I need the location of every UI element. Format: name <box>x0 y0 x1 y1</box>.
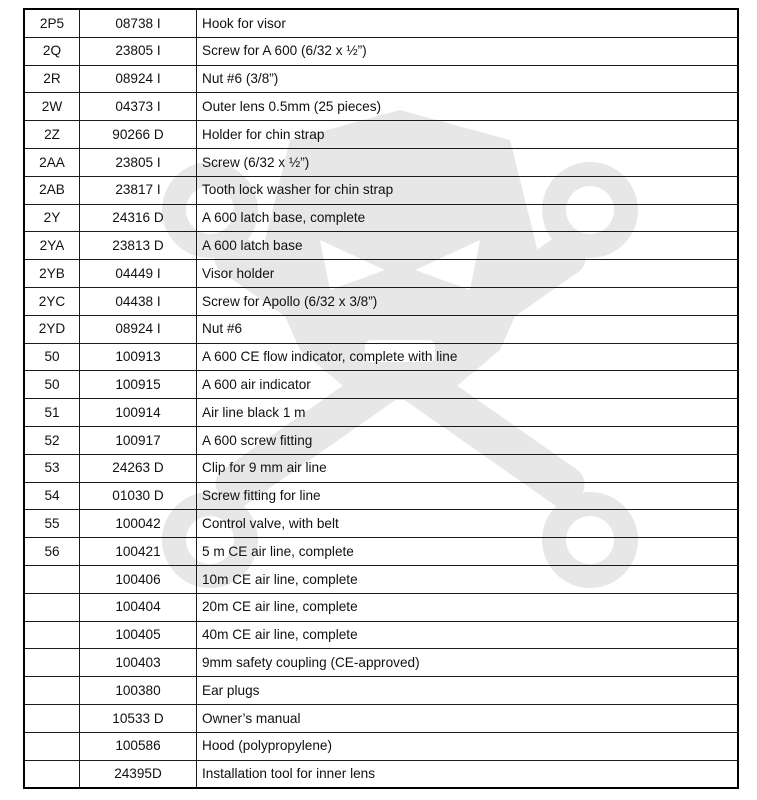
part-number-cell: 23805 I <box>80 148 197 176</box>
description-cell: Holder for chin strap <box>197 121 739 149</box>
description-cell: Screw (6/32 x ½”) <box>197 148 739 176</box>
table-row <box>24 732 738 760</box>
position-cell <box>24 677 80 705</box>
table-row <box>24 260 738 288</box>
position-cell: 50 <box>24 371 80 399</box>
position-cell: 50 <box>24 343 80 371</box>
position-cell <box>24 704 80 732</box>
part-number-cell: 100917 <box>80 426 197 454</box>
table-row <box>24 121 738 149</box>
position-cell: 2YA <box>24 232 80 260</box>
part-number-cell: 100405 <box>80 621 197 649</box>
position-cell: 2Y <box>24 204 80 232</box>
table-row <box>24 176 738 204</box>
part-number-cell: 08924 I <box>80 65 197 93</box>
table-row <box>24 426 738 454</box>
description-cell: A 600 latch base <box>197 232 739 260</box>
table-row <box>24 93 738 121</box>
part-number-cell: 90266 D <box>80 121 197 149</box>
part-number-cell: 04449 I <box>80 260 197 288</box>
description-cell: Ear plugs <box>197 677 739 705</box>
position-cell: 2P5 <box>24 9 80 37</box>
part-number-cell: 24263 D <box>80 454 197 482</box>
part-number-cell: 100406 <box>80 565 197 593</box>
part-number-cell: 100404 <box>80 593 197 621</box>
description-cell: A 600 latch base, complete <box>197 204 739 232</box>
position-cell: 54 <box>24 482 80 510</box>
table-row <box>24 148 738 176</box>
table-row <box>24 677 738 705</box>
table-row <box>24 593 738 621</box>
table-row <box>24 510 738 538</box>
table-row <box>24 65 738 93</box>
position-cell: 2R <box>24 65 80 93</box>
position-cell: 2YD <box>24 315 80 343</box>
description-cell: Control valve, with belt <box>197 510 739 538</box>
part-number-cell: 100586 <box>80 732 197 760</box>
description-cell: 9mm safety coupling (CE-approved) <box>197 649 739 677</box>
description-cell: A 600 CE flow indicator, complete with line <box>197 343 739 371</box>
description-cell: Screw for Apollo (6/32 x 3/8”) <box>197 287 739 315</box>
table-row <box>24 538 738 566</box>
description-cell: Hook for visor <box>197 9 739 37</box>
position-cell <box>24 732 80 760</box>
position-cell <box>24 593 80 621</box>
description-cell: Hood (polypropylene) <box>197 732 739 760</box>
position-cell: 2Q <box>24 37 80 65</box>
parts-table-body <box>24 9 738 788</box>
description-cell: Visor holder <box>197 260 739 288</box>
table-row <box>24 399 738 427</box>
table-row <box>24 204 738 232</box>
table-row <box>24 315 738 343</box>
part-number-cell: 23817 I <box>80 176 197 204</box>
part-number-cell: 04438 I <box>80 287 197 315</box>
description-cell: Screw fitting for line <box>197 482 739 510</box>
parts-table <box>23 8 739 789</box>
part-number-cell: 23813 D <box>80 232 197 260</box>
table-row <box>24 704 738 732</box>
table-row <box>24 565 738 593</box>
position-cell: 53 <box>24 454 80 482</box>
table-row <box>24 454 738 482</box>
position-cell <box>24 760 80 788</box>
table-row <box>24 232 738 260</box>
position-cell: 2Z <box>24 121 80 149</box>
table-row <box>24 371 738 399</box>
part-number-cell: 04373 I <box>80 93 197 121</box>
position-cell <box>24 565 80 593</box>
position-cell: 51 <box>24 399 80 427</box>
part-number-cell: 08924 I <box>80 315 197 343</box>
part-number-cell: 100042 <box>80 510 197 538</box>
table-row <box>24 37 738 65</box>
table-row <box>24 621 738 649</box>
part-number-cell: 24395D <box>80 760 197 788</box>
description-cell: 40m CE air line, complete <box>197 621 739 649</box>
description-cell: 20m CE air line, complete <box>197 593 739 621</box>
position-cell: 52 <box>24 426 80 454</box>
description-cell: Nut #6 (3/8”) <box>197 65 739 93</box>
part-number-cell: 08738 I <box>80 9 197 37</box>
position-cell: 56 <box>24 538 80 566</box>
table-row <box>24 9 738 37</box>
table-row <box>24 649 738 677</box>
part-number-cell: 100914 <box>80 399 197 427</box>
description-cell: Air line black 1 m <box>197 399 739 427</box>
description-cell: 10m CE air line, complete <box>197 565 739 593</box>
position-cell <box>24 621 80 649</box>
position-cell: 2YB <box>24 260 80 288</box>
description-cell: Tooth lock washer for chin strap <box>197 176 739 204</box>
part-number-cell: 10533 D <box>80 704 197 732</box>
position-cell: 2YC <box>24 287 80 315</box>
part-number-cell: 24316 D <box>80 204 197 232</box>
position-cell <box>24 649 80 677</box>
part-number-cell: 100380 <box>80 677 197 705</box>
position-cell: 2AA <box>24 148 80 176</box>
description-cell: Outer lens 0.5mm (25 pieces) <box>197 93 739 121</box>
part-number-cell: 23805 I <box>80 37 197 65</box>
description-cell: Owner’s manual <box>197 704 739 732</box>
table-row <box>24 287 738 315</box>
position-cell: 55 <box>24 510 80 538</box>
description-cell: Clip for 9 mm air line <box>197 454 739 482</box>
part-number-cell: 100915 <box>80 371 197 399</box>
description-cell: Installation tool for inner lens <box>197 760 739 788</box>
description-cell: Screw for A 600 (6/32 x ½”) <box>197 37 739 65</box>
table-row <box>24 482 738 510</box>
table-row <box>24 760 738 788</box>
part-number-cell: 01030 D <box>80 482 197 510</box>
description-cell: A 600 screw fitting <box>197 426 739 454</box>
position-cell: 2AB <box>24 176 80 204</box>
part-number-cell: 100421 <box>80 538 197 566</box>
description-cell: A 600 air indicator <box>197 371 739 399</box>
part-number-cell: 100403 <box>80 649 197 677</box>
position-cell: 2W <box>24 93 80 121</box>
part-number-cell: 100913 <box>80 343 197 371</box>
table-row <box>24 343 738 371</box>
description-cell: Nut #6 <box>197 315 739 343</box>
description-cell: 5 m CE air line, complete <box>197 538 739 566</box>
